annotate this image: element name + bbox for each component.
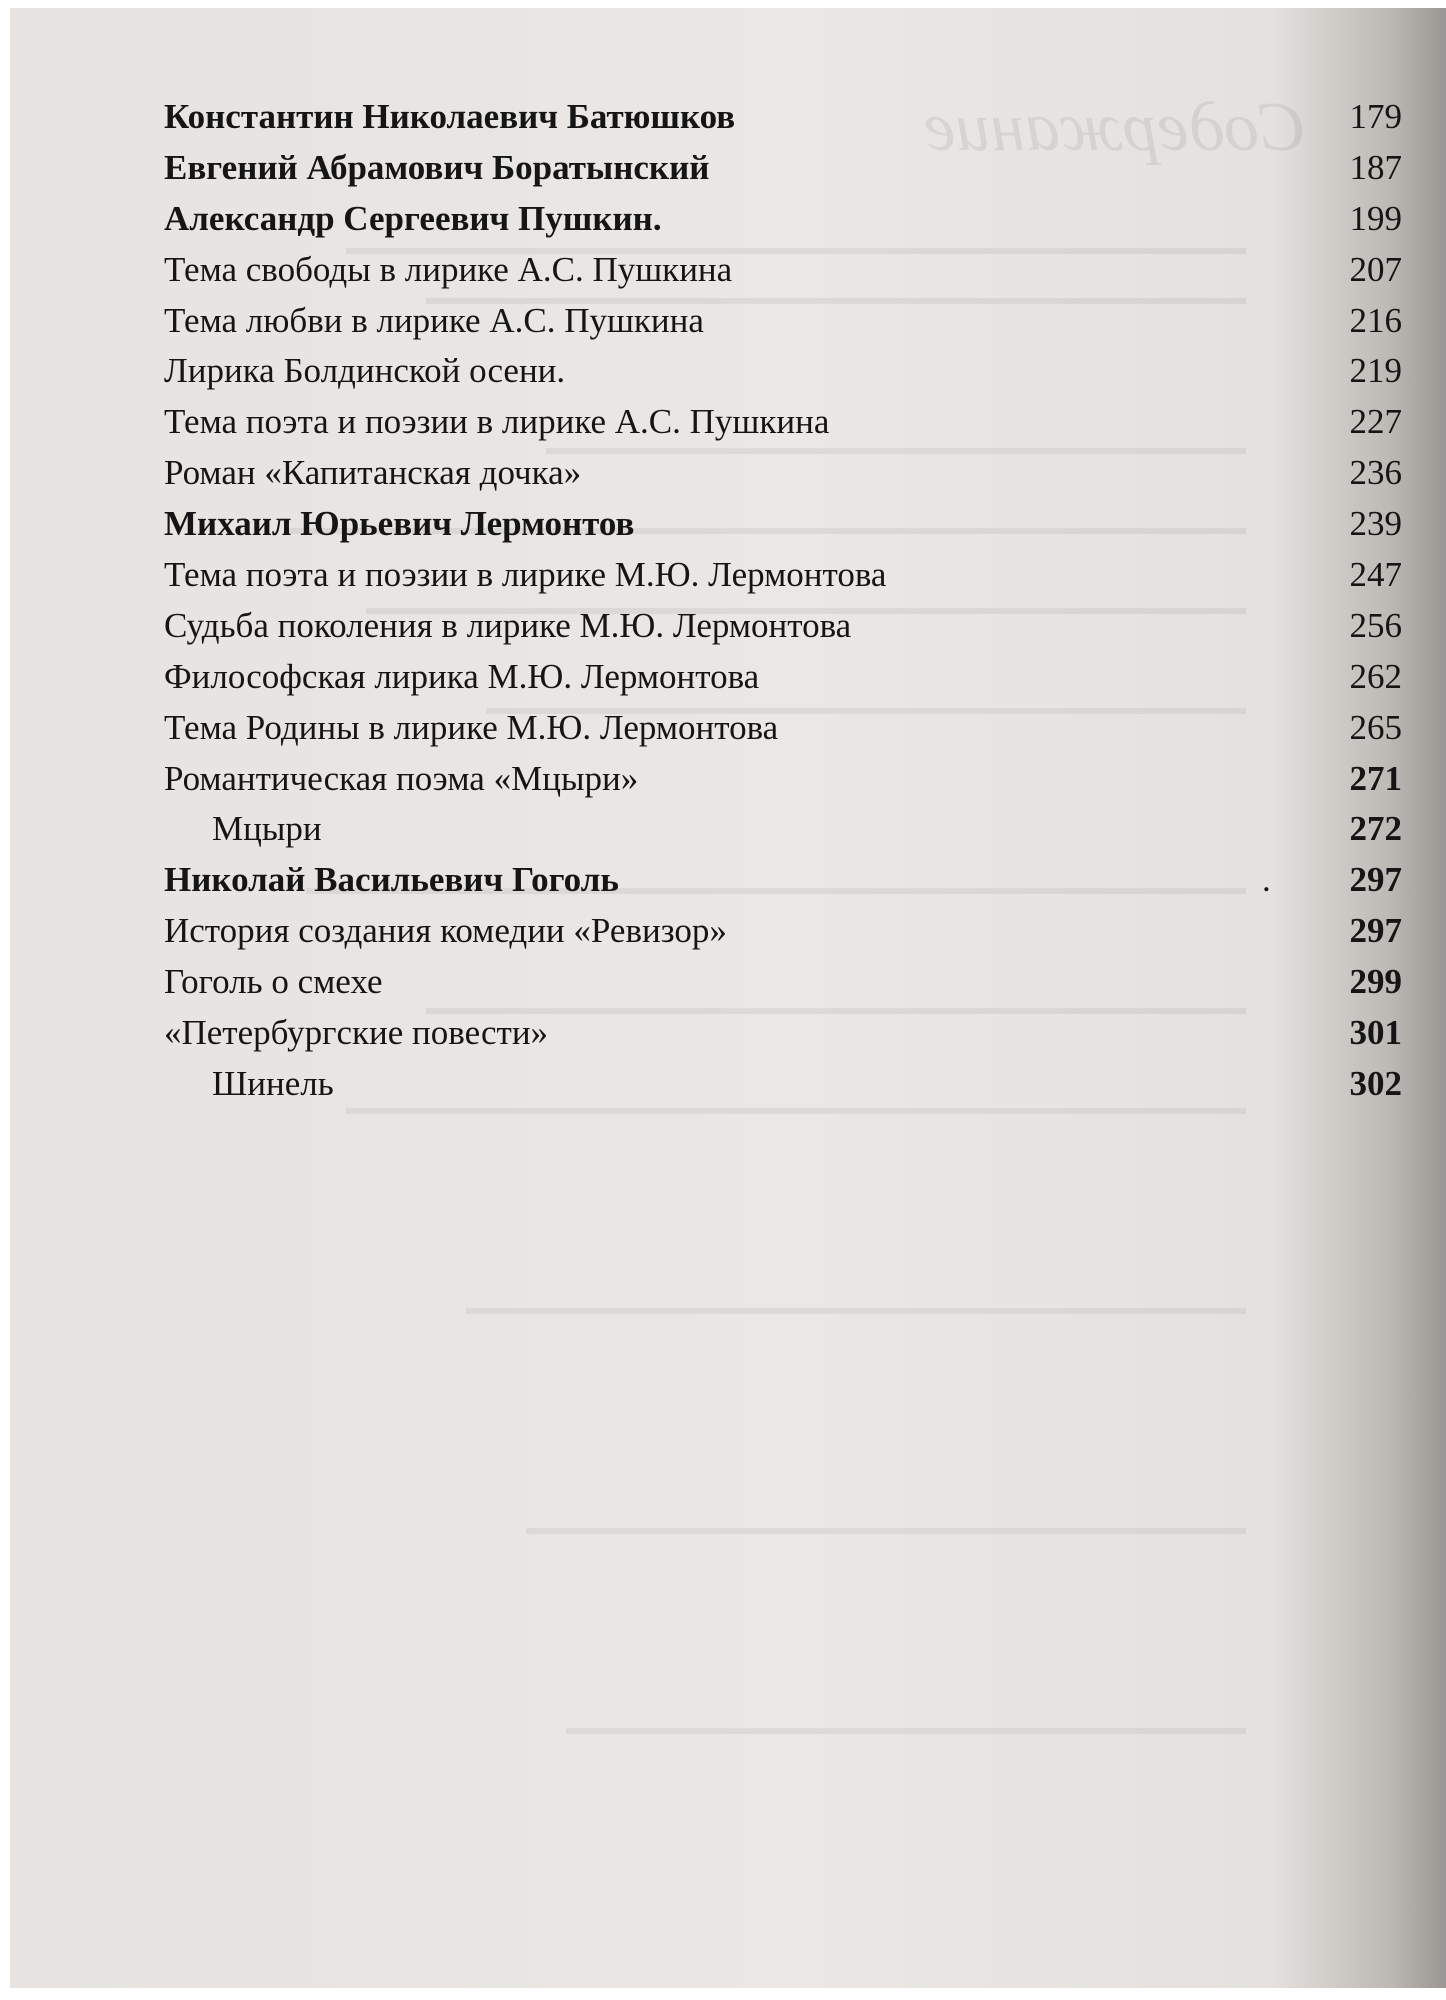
toc-entry-page: 227 bbox=[1349, 402, 1402, 442]
toc-entry-boldino-autumn bbox=[152, 346, 1402, 397]
toc-entry-pushkin bbox=[152, 194, 1402, 245]
toc-entry-page: 207 bbox=[1349, 249, 1402, 289]
toc-entry-title: Тема Родины в лирике М.Ю. Лермонтова bbox=[164, 707, 779, 747]
toc-entry-title: Михаил Юрьевич Лермонтов bbox=[164, 504, 635, 544]
toc-entry-lermontov bbox=[152, 499, 1402, 550]
toc-entry-title: Шинель bbox=[212, 1063, 334, 1103]
toc-entry-title: Мцыри bbox=[212, 809, 322, 849]
toc-entry-title: Романтическая поэма «Мцыри» bbox=[164, 758, 639, 798]
toc-entry-revizor-history bbox=[152, 906, 1402, 957]
toc-entry-title: Тема поэта и поэзии в лирике М.Ю. Лермонтова bbox=[164, 555, 887, 595]
toc-entry-lermontov-philosophy bbox=[152, 652, 1402, 703]
toc-entry-page: 219 bbox=[1349, 351, 1402, 391]
toc-entry-page: 301 bbox=[1349, 1013, 1402, 1053]
toc-entry-page: 262 bbox=[1349, 656, 1402, 696]
toc-entry-title: История создания комедии «Ревизор» bbox=[164, 911, 727, 951]
toc-entry-batyushkov bbox=[152, 92, 1402, 143]
toc-entry-title: Тема свободы в лирике А.С. Пушкина bbox=[164, 249, 733, 289]
toc-entry-page: 256 bbox=[1349, 605, 1402, 645]
toc-entry-title: Константин Николаевич Батюшков bbox=[164, 97, 736, 136]
toc-entry-title: Тема любви в лирике А.С. Пушкина bbox=[164, 300, 704, 340]
toc-entry-page: 302 bbox=[1349, 1063, 1402, 1103]
toc-entry-page: 179 bbox=[1349, 97, 1402, 136]
toc-entry-lermontov-poet bbox=[152, 550, 1402, 601]
toc-entry-page: 236 bbox=[1349, 453, 1402, 493]
table-of-contents bbox=[152, 92, 1402, 1110]
toc-entry-pushkin-freedom bbox=[152, 245, 1402, 296]
toc-entry-title: Тема поэта и поэзии в лирике А.С. Пушкина bbox=[164, 402, 830, 442]
toc-entry-mtsyri-poem bbox=[152, 754, 1402, 805]
toc-entry-title: Александр Сергеевич Пушкин. bbox=[164, 198, 662, 238]
toc-entry-page: 247 bbox=[1349, 555, 1402, 595]
toc-entry-gogol-laughter bbox=[152, 957, 1402, 1008]
toc-entry-page: 299 bbox=[1349, 962, 1402, 1002]
toc-entry-lermontov-homeland bbox=[152, 703, 1402, 754]
toc-entry-page: 239 bbox=[1349, 504, 1402, 544]
toc-entry-title: «Петербургские повести» bbox=[164, 1013, 549, 1053]
toc-entry-page: 297 bbox=[1349, 860, 1402, 900]
toc-entry-title: Судьба поколения в лирике М.Ю. Лермонтова bbox=[164, 605, 852, 645]
toc-entry-overcoat bbox=[152, 1059, 1402, 1110]
toc-entry-boratynsky bbox=[152, 143, 1402, 194]
toc-entry-title: Евгений Абрамович Боратынский bbox=[164, 147, 710, 187]
bleed-through-title: Содержание bbox=[924, 89, 1306, 166]
toc-entry-page: 216 bbox=[1349, 300, 1402, 340]
toc-entry-title: Философская лирика М.Ю. Лермонтова bbox=[164, 656, 760, 696]
toc-entry-pushkin-poet bbox=[152, 397, 1402, 448]
toc-entry-page: 297 bbox=[1349, 911, 1402, 951]
toc-entry-mtsyri bbox=[152, 804, 1402, 855]
toc-entry-petersburg-tales bbox=[152, 1008, 1402, 1059]
toc-entry-title: Лирика Болдинской осени. bbox=[164, 351, 566, 391]
toc-entry-gogol bbox=[152, 855, 1402, 906]
toc-entry-page: 271 bbox=[1349, 758, 1402, 798]
toc-entry-title: Гоголь о смехе bbox=[164, 962, 383, 1002]
toc-entry-captains-daughter bbox=[152, 448, 1402, 499]
toc-entry-title: Роман «Капитанская дочка» bbox=[164, 453, 582, 493]
book-page bbox=[10, 8, 1446, 1988]
toc-entry-pushkin-love bbox=[152, 296, 1402, 347]
toc-entry-mark: . bbox=[1262, 860, 1271, 900]
toc-entry-lermontov-generation bbox=[152, 601, 1402, 652]
toc-entry-page: 199 bbox=[1349, 198, 1402, 238]
toc-entry-page: 265 bbox=[1349, 707, 1402, 747]
toc-entry-page: 187 bbox=[1349, 147, 1402, 187]
toc-entry-title: Николай Васильевич Гоголь bbox=[164, 860, 619, 900]
toc-entry-page: 272 bbox=[1349, 809, 1402, 849]
